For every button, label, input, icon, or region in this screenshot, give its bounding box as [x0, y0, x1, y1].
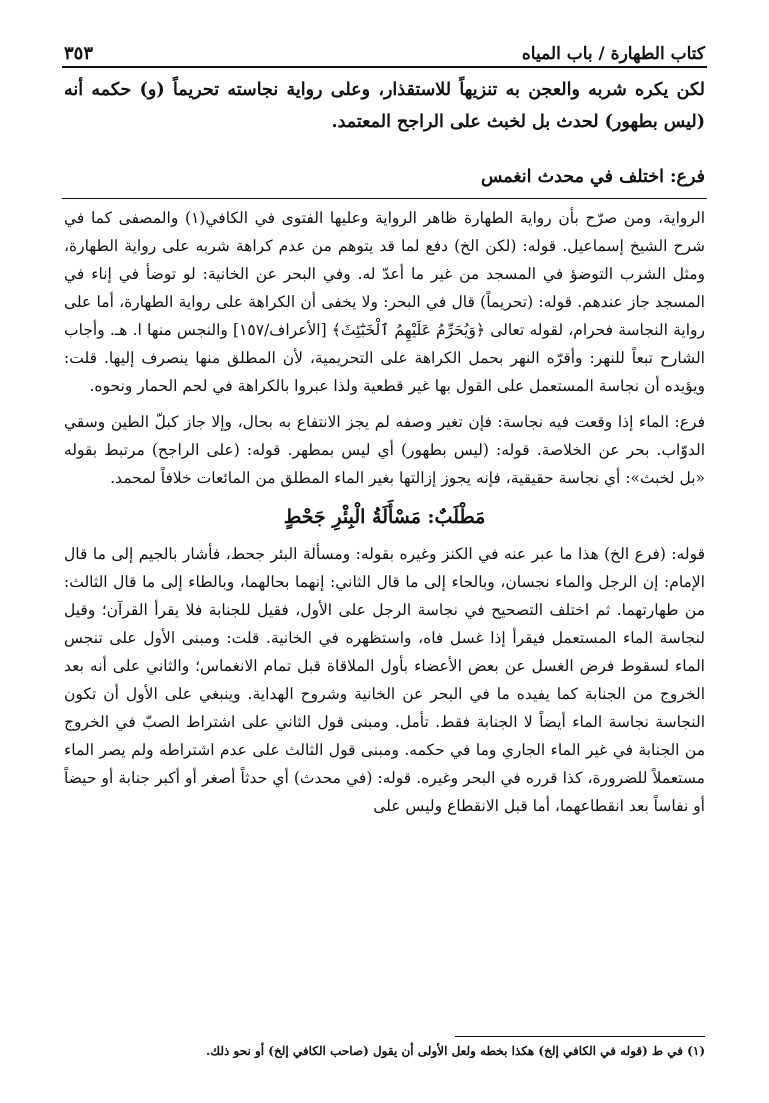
branch-heading: فرع: اختلف في محدث انغمس [480, 167, 705, 187]
commentary-paragraph-3: قوله: (فرع الخ) هذا ما عبر عنه في الكنز وغيره بقوله: ومسألة البئر جحط، فأشار بالجيم إلى ما قال الإمام: إن الرجل والماء نجسان، وبالحاء إلى ما قال الثاني: إنهما بحالهما، وبالطاء إلى ما قال الثالث: من طهارتهما. ثم اختلف التصحيح في نجاسة الرجل على الأول، فقيل للجنابة فلا يقرأ القرآن؛ وقيل لنجاسة الماء المستعمل فيقرأ إذا غسل فاه، واستظهره في الخانية. قلت: ومبنى الأول على تنجس الماء لسقوط فرض الغسل عن بعض الأعضاء بأول الملاقاة قبل تمام الانغماس؛ والثاني على أنه بعد الخروج من الجنابة كما يفيده ما في البحر عن الخانية وشروح الهداية. وينبغي على الأول أن تكون النجاسة نجاسة الماء أيضاً لا الجنابة فقط. تأمل. ومبنى قول الثاني على اشتراط الصبّ في الخروج من الجنابة في غير الماء الجاري وما في حكمه. ومبنى قول الثالث على عدم اشتراطه ولم يصر الماء مستعملاً للضرورة، كذا قرره في البحر وغيره. قوله: (في محدث) أي حدثاً أصغر أو أكبر جنابة أو حيضاً أو نفاساً بعد انقطاعهما، أما قبل الانقطاع وليس على [64, 545, 705, 815]
commentary-paragraph-2: فرع: الماء إذا وقعت فيه نجاسة: فإن تغير وصفه لم يجز الانتفاع به بحال، وإلا جاز كبلّ الطين وسقي الدوّاب. بحر عن الخلاصة. قوله: (ليس بطهور) أي ليس بمطهر. قوله: (على الراجح) مرتبط بقوله «بل لخبث»: أي نجاسة حقيقية، فإنه يجوز إزالتها بغير الماء المطلق من المائعات خلافاً لمحمد. [64, 413, 705, 487]
running-header [64, 36, 705, 64]
header-divider [62, 66, 707, 68]
footnote-divider [455, 1036, 705, 1037]
footnote: (١) في ط (قوله في الكافي إلخ) هكذا بخطه ولعل الأولى أن يقول (صاحب الكافي إلخ) أو نحو ذلك. [206, 1044, 705, 1058]
page-number: ٣٥٣ [64, 43, 94, 64]
commentary-paragraph-1: الرواية، ومن صرّح بأن رواية الطهارة ظاهر الرواية وعليها الفتوى في الكافي(١) والمصفى كما في شرح الشيخ إسماعيل. قوله: (لكن الخ) دفع لما قد يتوهم من عدم كراهة شربه على رواية الطهارة، ومثل الشرب التوضؤ في المسجد من غير ما أعدّ له. وفي البحر عن الخانية: لو توضأ في إناء في المسجد جاز عندهم. قوله: (تحريماً) قال في البحر: ولا يخفى أن الكراهة على رواية الطهارة، أما على رواية النجاسة فحرام، لقوله تعالى ﴿وَيُحَرِّمُ عَلَيْهِمُ ٱلْخَبَٰٓئِثَ﴾ [الأعراف/١٥٧] والنجس منها ا. هـ. وأجاب الشارح تبعاً للنهر: وأقرّه النهر بحمل الكراهة على التحريمية، لأن المطلق منها ينصرف إليها. قلت: ويؤيده أن نجاسة المستعمل على القول بها غير قطعية ولذا عبروا بالكراهة في لحم الحمار ونحوه. [64, 209, 705, 395]
main-text-divider [62, 198, 707, 199]
commentary [64, 204, 705, 828]
main-text: لكن يكره شربه والعجن به تنزيهاً للاستقذار، وعلى رواية نجاسته تحريماً (و) حكمه أنه (ليس بطهور) لحدث بل لخبث على الراجح المعتمد. [64, 80, 705, 132]
chapter-title: كتاب الطهارة / باب المياه [521, 44, 705, 64]
section-heading: مَطْلَبٌ: مَسْأَلَةُ الْبِئْرِ جَحْطٍ [283, 506, 486, 528]
